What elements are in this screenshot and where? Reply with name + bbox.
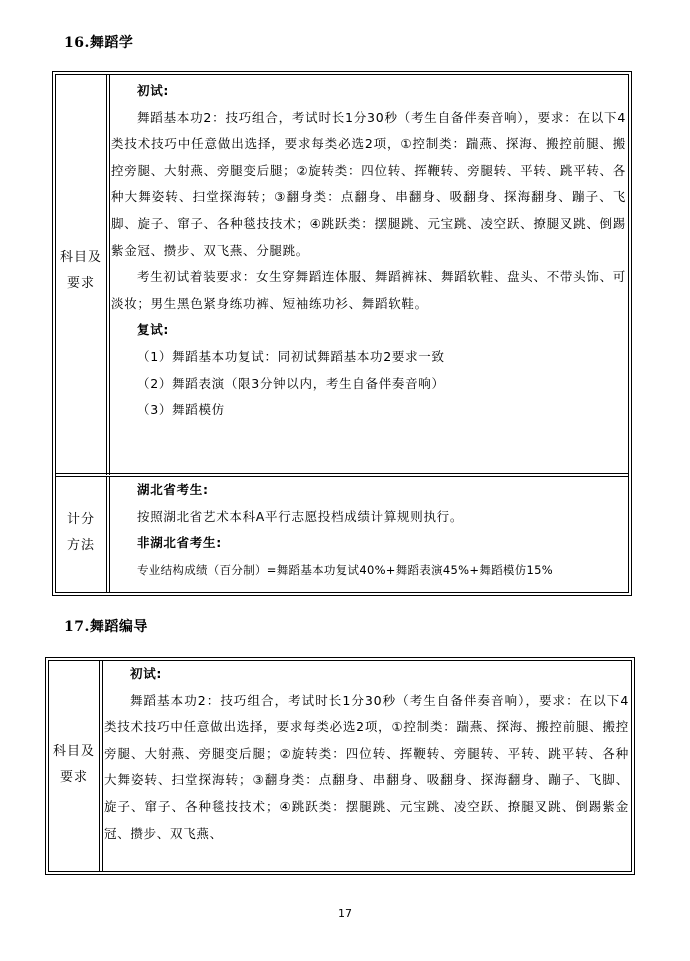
nonhubei-body: 专业结构成绩（百分制）=舞蹈基本功复试40%+舞蹈表演45%+舞蹈模仿15% bbox=[137, 562, 553, 577]
retest-title: 复试: bbox=[137, 322, 170, 338]
prelim-dress: 考生初试着装要求：女生穿舞蹈连体服、舞蹈裤袜、舞蹈软鞋、盘头、不带头饰、可淡妆；男生黑色紧身练功裤、短袖练功衫、舞蹈软鞋。 bbox=[111, 269, 626, 311]
section-16-title: 16.舞蹈学 bbox=[64, 35, 134, 51]
section-17-table bbox=[48, 660, 632, 872]
subjects-label: 科目及 要求 bbox=[59, 250, 102, 291]
prelim-body: 舞蹈基本功2：技巧组合，考试时长1分30秒（考生自备伴奏音响），要求：在以下4类技术技巧中任意做出选择，要求每类必选2项，①控制类：踹燕、探海、搬控前腿、搬控旁腿、大射燕、旁腿变后腿；②旋转类：四位转、挥鞭转、旁腿转、平转、跳平转、各种大舞姿转、扫堂探海转；③翻身类：点翻身、串翻身、吸翻身、探海翻身、蹦子、飞脚、旋子、窜子、各种毯技技术；④跳跃类：摆腿跳、元宝跳、凌空跃、撩腿叉跳、倒踢紫金冠、攒步、双飞燕、 bbox=[104, 692, 629, 841]
prelim-title: 初试: bbox=[130, 666, 163, 681]
row-divider bbox=[56, 473, 628, 474]
nonhubei-title: 非湖北省考生: bbox=[137, 535, 222, 551]
retest-item: （2）舞蹈表演（限3分钟以内，考生自备伴奏音响） bbox=[137, 375, 445, 391]
page-number: 17 bbox=[338, 907, 352, 920]
section-17-title: 17.舞蹈编导 bbox=[64, 619, 148, 635]
prelim-title: 初试: bbox=[137, 83, 170, 98]
scoring-content bbox=[111, 477, 626, 583]
subjects-content bbox=[104, 661, 629, 869]
section-16-table bbox=[55, 74, 629, 593]
hubei-title: 湖北省考生: bbox=[137, 482, 209, 497]
retest-item: （3）舞蹈模仿 bbox=[137, 402, 225, 418]
subjects-label: 科目及 要求 bbox=[52, 744, 95, 785]
retest-item: （1）舞蹈基本功复试：同初试舞蹈基本功2要求一致 bbox=[137, 348, 445, 364]
hubei-body: 按照湖北省艺术本科A平行志愿投档成绩计算规则执行。 bbox=[137, 508, 464, 524]
prelim-body: 舞蹈基本功2：技巧组合，考试时长1分30秒（考生自备伴奏音响），要求：在以下4类技术技巧中任意做出选择，要求每类必选2项，①控制类：踹燕、探海、搬控前腿、搬控旁腿、大射燕、旁腿变后腿；②旋转类：四位转、挥鞭转、旁腿转、平转、跳平转、各种大舞姿转、扫堂探海转；③翻身类：点翻身、串翻身、吸翻身、探海翻身、蹦子、飞脚、旋子、窜子、各种毯技技术；④跳跃类：摆腿跳、元宝跳、凌空跃、撩腿叉跳、倒踢紫金冠、攒步、双飞燕、分腿跳。 bbox=[111, 109, 626, 258]
scoring-label: 计分 方法 bbox=[66, 512, 95, 553]
subjects-content bbox=[111, 78, 626, 424]
